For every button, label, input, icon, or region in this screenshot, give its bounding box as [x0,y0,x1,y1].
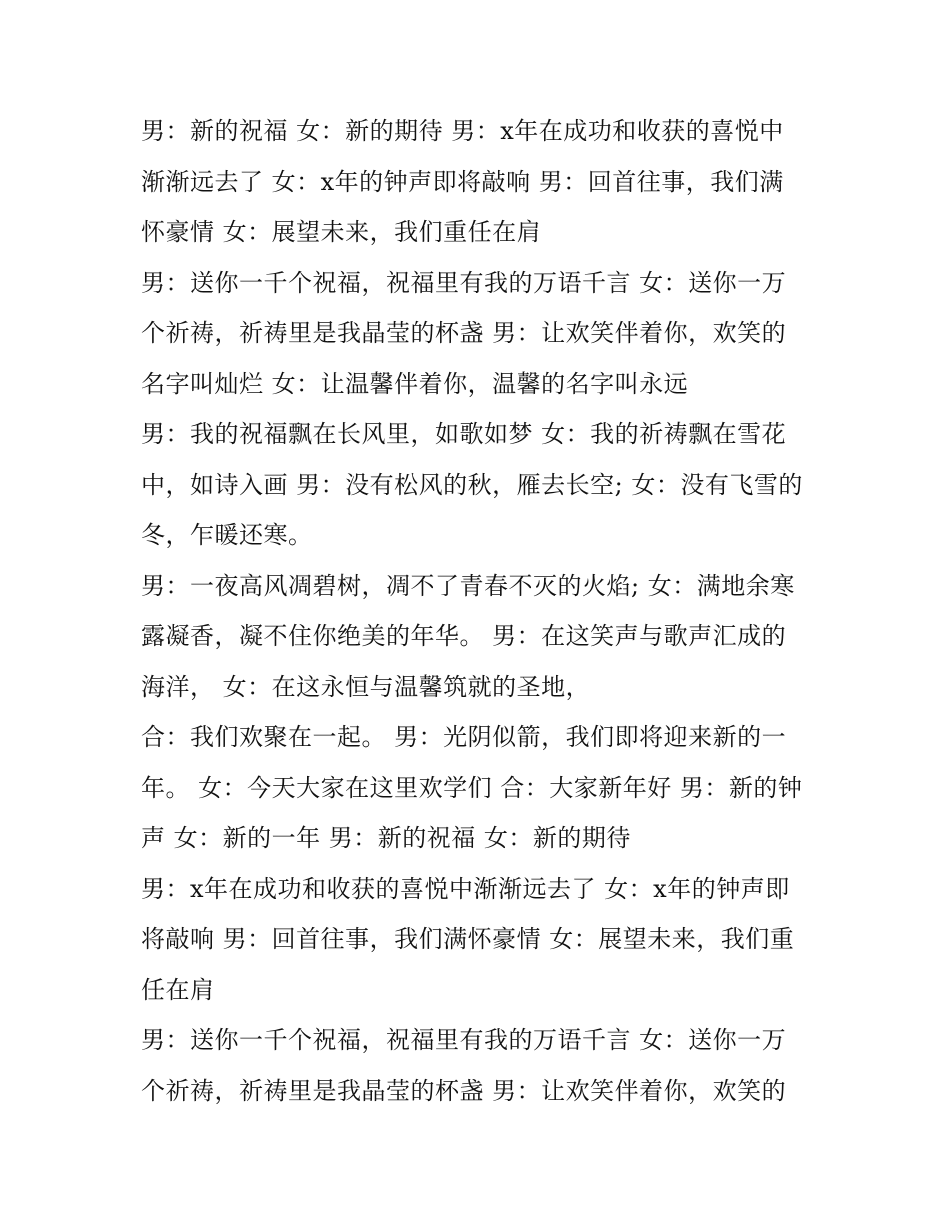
text-line: 中，如诗入画 男：没有松风的秋，雁去长空; 女：没有飞雪的 [141,470,803,499]
text-line: 个祈祷，祈祷里是我晶莹的杯盏 男：让欢笑伴着你，欢笑的 [141,1076,787,1105]
text-line: 任在肩 [141,975,215,1004]
text-line: 合：我们欢聚在一起。 男：光阴似箭，我们即将迎来新的一 [141,723,787,751]
text-line: 将敲响 男：回首往事，我们满怀豪情 女：展望未来，我们重 [141,925,795,953]
text-line: 个祈祷，祈祷里是我晶莹的杯盏 男：让欢笑伴着你，欢笑的 [141,319,787,347]
text-line: 年。 女：今天大家在这里欢学们 合：大家新年好 男：新的钟 [141,773,803,802]
document-body [141,106,811,1116]
text-line: 名字叫灿烂 女：让温馨伴着你，温馨的名字叫永远 [141,369,689,398]
text-line: 男：x年在成功和收获的喜悦中渐渐远去了 女：x年的钟声即 [141,874,790,903]
text-line: 男：新的祝福 女：新的期待 男：x年在成功和收获的喜悦中 [141,117,784,145]
text-line: 男：送你一千个祝福，祝福里有我的万语千言 女：送你一万 [141,268,787,297]
text-line: 露凝香，凝不住你绝美的年华。 男：在这笑声与歌声汇成的 [141,622,787,650]
text-line: 男：一夜高风凋碧树，凋不了青春不灭的火焰; 女：满地余寒 [141,571,795,600]
text-line: 男：我的祝福飘在长风里，如歌如梦 女：我的祈祷飘在雪花 [141,420,787,448]
text-line: 冬，乍暖还寒。 [141,521,313,549]
text-line: 男：送你一千个祝福，祝福里有我的万语千言 女：送你一万 [141,1026,787,1054]
text-line: 渐渐远去了 女：x年的钟声即将敲响 男：回首往事，我们满 [141,167,784,196]
text-line: 怀豪情 女：展望未来，我们重任在肩 [141,218,542,246]
text-line: 声 女：新的一年 男：新的祝福 女：新的期待 [141,824,631,852]
text-line: 海洋， 女：在这永恒与温馨筑就的圣地， [141,672,591,701]
